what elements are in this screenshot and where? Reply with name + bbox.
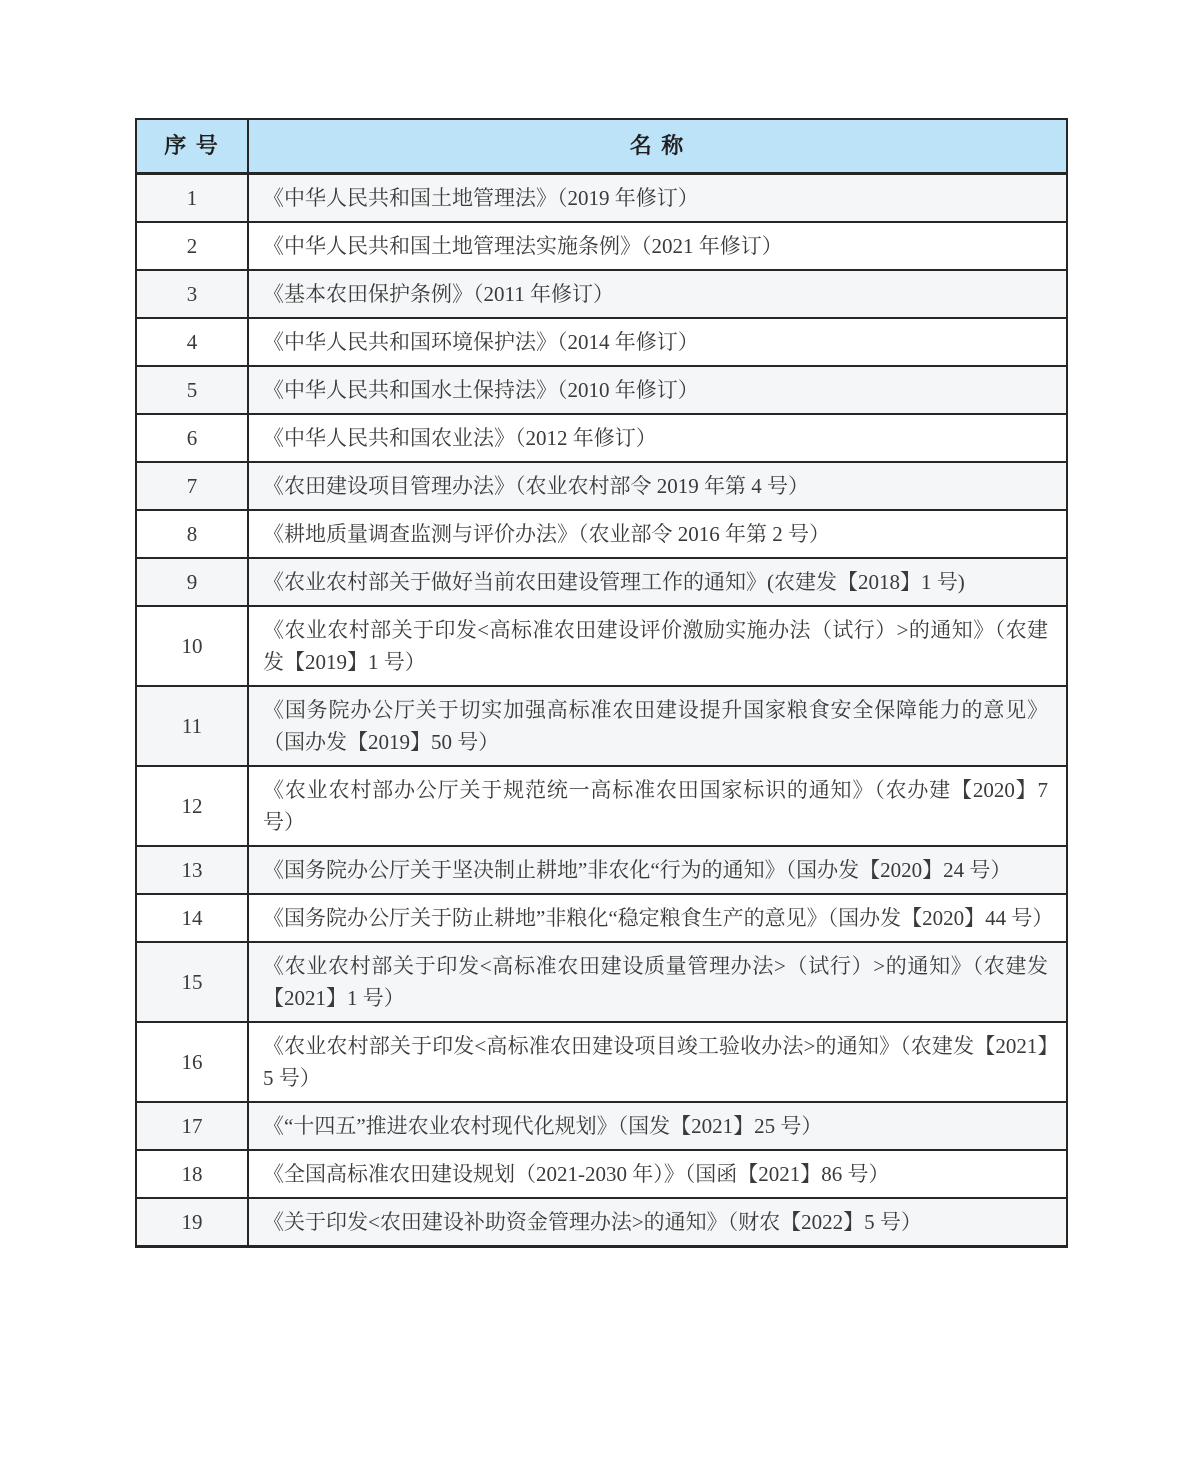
row-number-cell: 7 (136, 462, 248, 510)
row-name-cell: 《国务院办公厅关于切实加强高标准农田建设提升国家粮食安全保障能力的意见》（国办发【2019】50 号） (248, 686, 1067, 766)
table-row (136, 894, 1067, 942)
row-name-cell: 《中华人民共和国水土保持法》（2010 年修订） (248, 366, 1067, 414)
row-number-cell: 10 (136, 606, 248, 686)
row-name-cell: 《农业农村部关于做好当前农田建设管理工作的通知》(农建发【2018】1 号) (248, 558, 1067, 606)
row-name-cell: 《农业农村部关于印发<高标准农田建设项目竣工验收办法>的通知》（农建发【2021】5 号） (248, 1022, 1067, 1102)
table-row (136, 174, 1067, 223)
table-row (136, 846, 1067, 894)
row-name-cell: 《中华人民共和国土地管理法实施条例》（2021 年修订） (248, 222, 1067, 270)
row-name-cell: 《农业农村部关于印发<高标准农田建设评价激励实施办法（试行）>的通知》（农建发【2019】1 号） (248, 606, 1067, 686)
row-name-cell: 《国务院办公厅关于坚决制止耕地”非农化“行为的通知》（国办发【2020】24 号） (248, 846, 1067, 894)
regulations-table (135, 118, 1068, 1248)
row-name-cell: 《耕地质量调查监测与评价办法》（农业部令 2016 年第 2 号） (248, 510, 1067, 558)
header-cell-no: 序 号 (136, 119, 248, 174)
row-number-cell: 17 (136, 1102, 248, 1150)
row-number-cell: 19 (136, 1198, 248, 1247)
table-row (136, 1022, 1067, 1102)
row-name-cell: 《中华人民共和国环境保护法》（2014 年修订） (248, 318, 1067, 366)
table-row (136, 510, 1067, 558)
table-row (136, 318, 1067, 366)
row-number-cell: 4 (136, 318, 248, 366)
row-name-cell: 《农田建设项目管理办法》（农业农村部令 2019 年第 4 号） (248, 462, 1067, 510)
row-number-cell: 8 (136, 510, 248, 558)
row-number-cell: 2 (136, 222, 248, 270)
table-row (136, 366, 1067, 414)
row-name-cell: 《国务院办公厅关于防止耕地”非粮化“稳定粮食生产的意见》（国办发【2020】44 号） (248, 894, 1067, 942)
table-row (136, 558, 1067, 606)
row-name-cell: 《中华人民共和国农业法》（2012 年修订） (248, 414, 1067, 462)
table-row (136, 1150, 1067, 1198)
row-number-cell: 6 (136, 414, 248, 462)
table-row (136, 942, 1067, 1022)
table-header-row (136, 119, 1067, 174)
row-number-cell: 14 (136, 894, 248, 942)
row-name-cell: 《农业农村部关于印发<高标准农田建设质量管理办法>（试行）>的通知》（农建发【2021】1 号） (248, 942, 1067, 1022)
row-number-cell: 13 (136, 846, 248, 894)
row-name-cell: 《“十四五”推进农业农村现代化规划》（国发【2021】25 号） (248, 1102, 1067, 1150)
row-number-cell: 18 (136, 1150, 248, 1198)
row-number-cell: 16 (136, 1022, 248, 1102)
table-row (136, 222, 1067, 270)
row-number-cell: 12 (136, 766, 248, 846)
header-cell-name: 名 称 (248, 119, 1067, 174)
row-number-cell: 1 (136, 174, 248, 223)
row-name-cell: 《农业农村部办公厅关于规范统一高标准农田国家标识的通知》（农办建【2020】7 号） (248, 766, 1067, 846)
table-row (136, 1102, 1067, 1150)
row-number-cell: 5 (136, 366, 248, 414)
table-row (136, 686, 1067, 766)
row-name-cell: 《中华人民共和国土地管理法》（2019 年修订） (248, 174, 1067, 223)
table-row (136, 462, 1067, 510)
table-row (136, 606, 1067, 686)
row-name-cell: 《关于印发<农田建设补助资金管理办法>的通知》（财农【2022】5 号） (248, 1198, 1067, 1247)
table-row (136, 1198, 1067, 1247)
row-number-cell: 3 (136, 270, 248, 318)
table-row (136, 270, 1067, 318)
row-number-cell: 15 (136, 942, 248, 1022)
row-name-cell: 《基本农田保护条例》（2011 年修订） (248, 270, 1067, 318)
row-number-cell: 11 (136, 686, 248, 766)
table-row (136, 414, 1067, 462)
row-name-cell: 《全国高标准农田建设规划（2021-2030 年）》（国函【2021】86 号） (248, 1150, 1067, 1198)
table-row (136, 766, 1067, 846)
row-number-cell: 9 (136, 558, 248, 606)
